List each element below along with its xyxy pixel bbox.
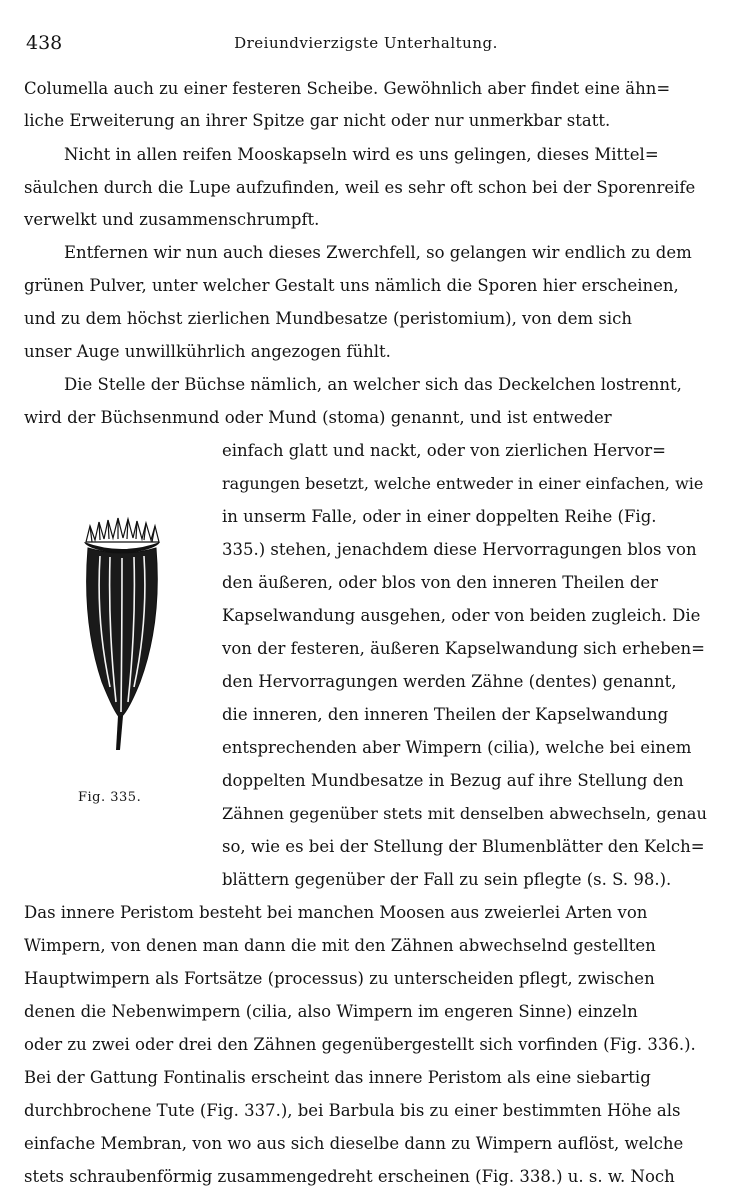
page-number: 438 <box>26 32 63 54</box>
moss-capsule-drawing <box>80 512 164 752</box>
text-line: Die Stelle der Büchse nämlich, an welcher sich das Deckelchen lostrennt, <box>64 375 682 394</box>
text-line: denen die Nebenwimpern (cilia, also Wimpern im engeren Sinne) einzeln <box>24 1002 638 1021</box>
text-line: von der festeren, äußeren Kapselwandung sich erheben= <box>222 639 705 658</box>
text-line: die inneren, den inneren Theilen der Kapselwandung <box>222 705 669 724</box>
text-line: säulchen durch die Lupe aufzufinden, weil es sehr oft schon bei der Sporenreife <box>24 178 696 197</box>
peristome-teeth <box>86 518 159 542</box>
text-line: Zähnen gegenüber stets mit denselben abwechseln, genau <box>222 804 707 823</box>
text-line: doppelten Mundbesatze in Bezug auf ihre Stellung den <box>222 771 684 790</box>
text-line: liche Erweiterung an ihrer Spitze gar nicht oder nur unmerkbar statt. <box>24 111 611 130</box>
text-line: unser Auge unwillkührlich angezogen fühlt. <box>24 342 391 361</box>
text-line: den äußeren, oder blos von den inneren Theilen der <box>222 573 659 592</box>
text-line: Das innere Peristom besteht bei manchen Moosen aus zweierlei Arten von <box>24 903 648 922</box>
text-line: 335.) stehen, jenachdem diese Hervorragungen blos von <box>222 540 697 559</box>
text-line: den Hervorragungen werden Zähne (dentes) genannt, <box>222 672 677 691</box>
text-line: Wimpern, von denen man dann die mit den Zähnen abwechselnd gestellten <box>24 936 656 955</box>
moss-capsule-peristome-illustration <box>80 512 164 752</box>
page-header <box>26 32 706 62</box>
text-line: einfache Membran, von wo aus sich dieselbe dann zu Wimpern auflöst, welche <box>24 1134 684 1153</box>
text-line: verwelkt und zusammenschrumpft. <box>24 210 320 229</box>
text-line: grünen Pulver, unter welcher Gestalt uns nämlich die Sporen hier erscheinen, <box>24 276 679 295</box>
text-line: blättern gegenüber der Fall zu sein pflegte (s. S. 98.). <box>222 870 672 889</box>
text-line: entsprechenden aber Wimpern (cilia), welche bei einem <box>222 738 692 757</box>
capsule-seta <box>116 716 123 750</box>
text-line: durchbrochene Tute (Fig. 337.), bei Barbula bis zu einer bestimmten Höhe als <box>24 1101 681 1120</box>
text-line: wird der Büchsenmund oder Mund (stoma) genannt, und ist entweder <box>24 408 612 427</box>
text-line: Kapselwandung ausgehen, oder von beiden zugleich. Die <box>222 606 701 625</box>
text-line: Columella auch zu einer festeren Scheibe. Gewöhnlich aber findet eine ähn= <box>24 79 671 98</box>
figure-caption: Fig. 335. <box>78 790 142 805</box>
text-line: Bei der Gattung Fontinalis erscheint das innere Peristom als eine siebartig <box>24 1068 651 1087</box>
text-line: ragungen besetzt, welche entweder in einer einfachen, wie <box>222 474 704 493</box>
text-line: oder zu zwei oder drei den Zähnen gegenübergestellt sich vorfinden (Fig. 336.). <box>24 1035 696 1054</box>
text-line: Entfernen wir nun auch dieses Zwerchfell, so gelangen wir endlich zu dem <box>64 243 692 262</box>
text-line: Nicht in allen reifen Mooskapseln wird es uns gelingen, dieses Mittel= <box>64 145 659 164</box>
text-line: so, wie es bei der Stellung der Blumenblätter den Kelch= <box>222 837 705 856</box>
text-line: Hauptwimpern als Fortsätze (processus) zu unterscheiden pflegt, zwischen <box>24 969 655 988</box>
running-title: Dreiundvierzigste Unterhaltung. <box>234 34 498 52</box>
text-line: einfach glatt und nackt, oder von zierlichen Hervor= <box>222 441 667 460</box>
text-line: und zu dem höchst zierlichen Mundbesatze (peristomium), von dem sich <box>24 309 633 328</box>
text-line: in unserm Falle, oder in einer doppelten Reihe (Fig. <box>222 507 657 526</box>
text-line: stets schraubenförmig zusammengedreht erscheinen (Fig. 338.) u. s. w. Noch <box>24 1167 675 1186</box>
